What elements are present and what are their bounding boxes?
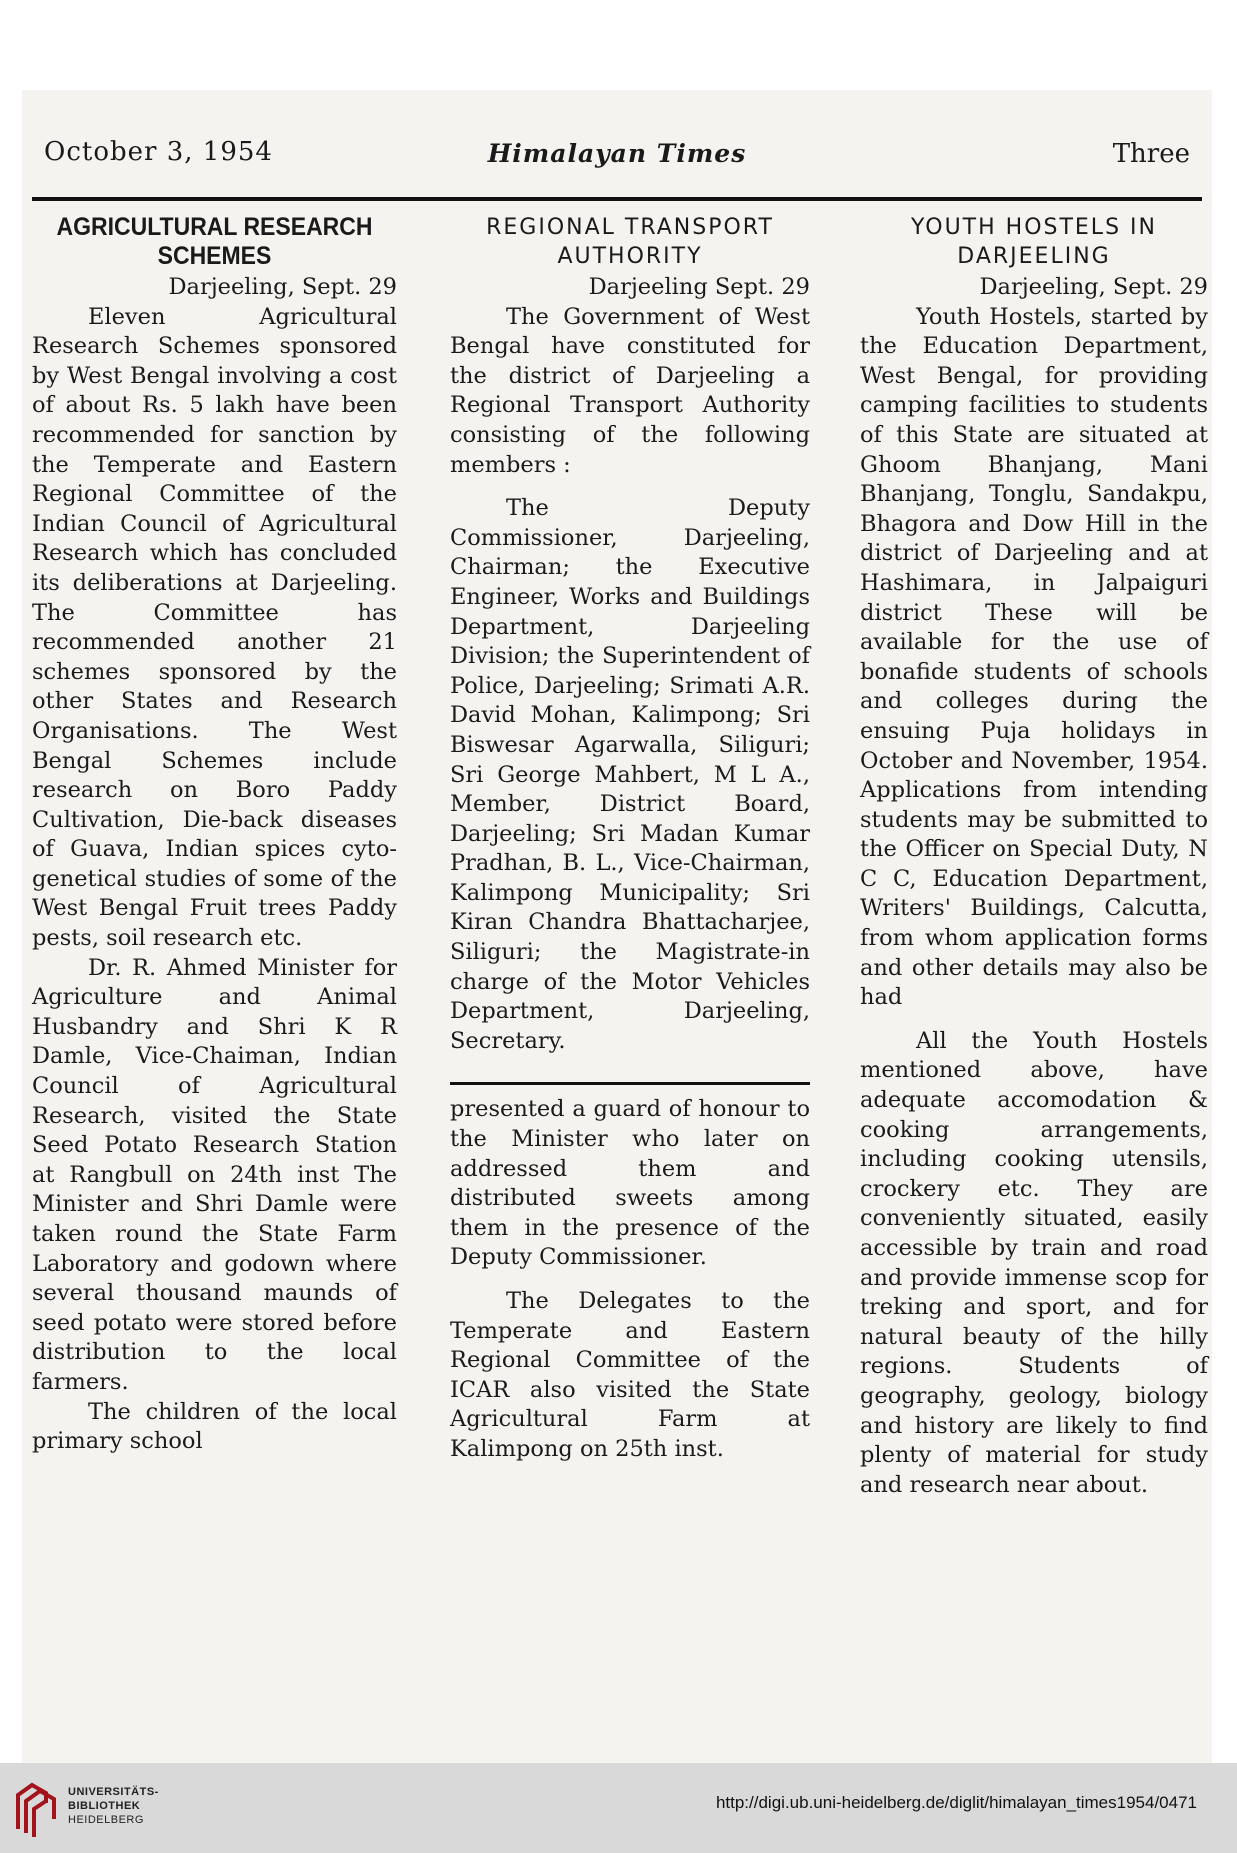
headline-line: SCHEMES — [157, 242, 272, 270]
headline-line: AUTHORITY — [557, 244, 703, 269]
page-header — [44, 137, 1190, 177]
issue-date: October 3, 1954 — [44, 137, 273, 167]
article-paragraph: Youth Hostels, started by the Education Department, West Bengal, for providing camping facilities to students of this State are situated at Ghoom Bhanjang, Mani Bhanjang, Tonglu, Sandakpu, Bhagora and Dow Hill in the district of Darjeeling and at Hashimara, in Jalpaiguri district These will be available for the use of bonafide students of schools and colleges during the ensuing Puja holidays in October and November, 1954. Applications from intending students may be submitted to the Officer on Special Duty, N C C, Education Department, Writers' Buildings, Calcutta, from whom application forms and other details may also be had — [860, 303, 1208, 1011]
column-agricultural-research — [32, 213, 397, 1457]
dateline: Darjeeling, Sept. 29 — [979, 274, 1208, 300]
page-number: Three — [1112, 139, 1190, 169]
library-name-line: BIBLIOTHEK — [68, 1800, 141, 1812]
viewer-footer — [0, 1763, 1237, 1853]
headline-line: AGRICULTURAL RESEARCH — [56, 213, 373, 241]
article-paragraph: Dr. R. Ahmed Minister for Agriculture and Animal Husbandry and Shri K R Damle, Vice-Chaiman, Indian Council of Agricultural Research, visited the State Seed Potato Research Station at Rangbull on 24th inst The Minister and Shri Damle were taken round the State Farm Laboratory and godown where several thousand maunds of seed potato were stored before distribution to the local farmers. — [32, 954, 397, 1395]
library-name-line: UNIVERSITÄTS- — [68, 1786, 159, 1798]
library-logo-icon — [12, 1775, 60, 1839]
article-paragraph: The children of the local primary school — [32, 1398, 397, 1455]
continued-paragraph: The Delegates to the Temperate and Eastern Regional Committee of the ICAR also visited the State Agricultural Farm at Kalimpong on 25th inst. — [450, 1288, 810, 1462]
dateline: Darjeeling, Sept. 29 — [168, 274, 397, 300]
headline-line: DARJEELING — [957, 244, 1111, 269]
article-paragraph: The Deputy Commissioner, Darjeeling, Chairman; the Executive Engineer, Works and Buildings Department, Darjeeling Division; the Superintendent of Police, Darjeeling; Srimati A.R. David Mohan, Kalimpong; Sri Biswesar Agarwalla, Siliguri; Sri George Mahbert, M L A., Member, District Board, Darjeeling; Sri Madan Kumar Pradhan, B. L., Vice-Chairman, Kalimpong Municipality; Sri Kiran Chandra Bhattacharjee, Siliguri; the Magistrate-in charge of the Motor Vehicles Department, Darjeeling, Secretary. — [450, 495, 810, 1054]
library-name — [68, 1785, 159, 1827]
header-rule — [32, 197, 1202, 201]
library-name-line: HEIDELBERG — [68, 1814, 144, 1826]
headline-line: REGIONAL TRANSPORT — [486, 215, 774, 240]
article-paragraph: The Government of West Bengal have constituted for the district of Darjeeling a Regional Transport Authority consisting of the following members : — [450, 303, 810, 478]
newspaper-page — [32, 125, 1208, 1645]
column-rule — [450, 1082, 810, 1085]
permalink[interactable]: http://digi.ub.uni-heidelberg.de/diglit/himalayan_times1954/0471 — [715, 1793, 1197, 1812]
headline-line: YOUTH HOSTELS IN — [911, 215, 1157, 240]
article-paragraph: All the Youth Hostels mentioned above, have adequate accomodation & cooking arrangements, including cooking utensils, crockery etc. They are conveniently situated, easily accessible by train and road and provide immense scop for treking and sport, and for natural beauty of the hilly regions. Students of geography, geology, biology and history are likely to find plenty of material for study and research near about. — [860, 1027, 1208, 1498]
masthead: Himalayan Times — [487, 139, 747, 168]
dateline: Darjeeling Sept. 29 — [588, 274, 810, 300]
continued-paragraph: presented a guard of honour to the Minister who later on addressed them and distributed sweets among them in the presence of the Deputy Commissioner. — [450, 1096, 810, 1271]
column-youth-hostels — [860, 213, 1208, 1500]
article-paragraph: Eleven Agricultural Research Schemes sponsored by West Bengal involving a cost of about Rs. 5 lakh have been recommended for sanction by the Temperate and Eastern Regional Committee of the Indian Council of Agricultural Research which has concluded its deliberations at Darjeeling. The Committee has recommended another 21 schemes sponsored by the other States and Research Organisations. The West Bengal Schemes include research on Boro Paddy Cultivation, Die-back diseases of Guava, Indian spices cyto-genetical studies of some of the West Bengal Fruit trees Paddy pests, soil research etc. — [32, 303, 397, 952]
column-regional-transport — [450, 213, 810, 1465]
